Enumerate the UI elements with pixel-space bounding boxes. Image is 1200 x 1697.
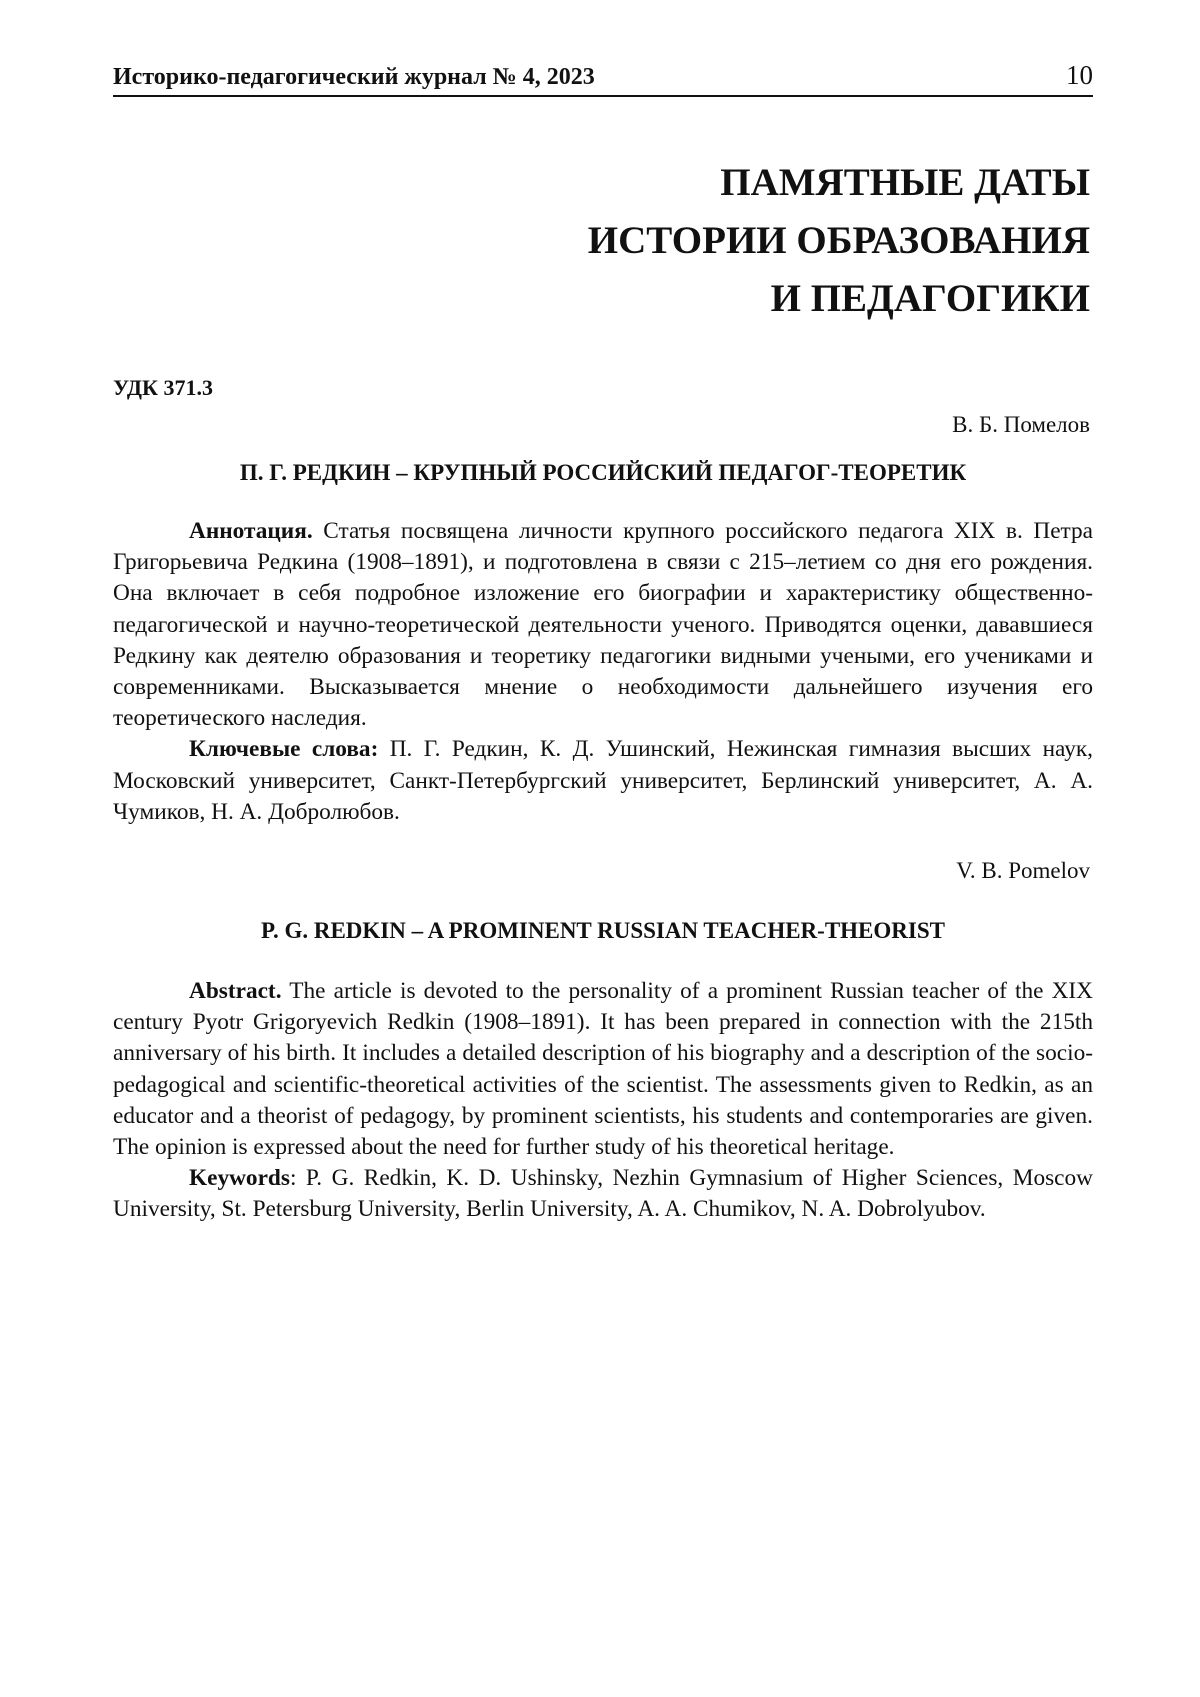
keywords-ru (113, 734, 1093, 828)
section-title (113, 154, 1093, 328)
abstract-label-ru: Аннотация. (189, 518, 313, 544)
page-number: 10 (1066, 60, 1093, 90)
abstract-text-ru: Статья посвящена личности крупного российского педагога XIX в. Петра Григорьевича Редкина (1908–1891), и подготовлена в связи с 215–летием со дня его рождения. Она включает в себя подробное изложение его биографии и характеристику общественно-педагогической и научно-теоретической деятельности ученого. Приводятся оценки, дававшиеся Редкину как деятелю образования и теоретику педагогики видными учеными, его учениками и современниками. Высказывается мнение о необходимости дальнейшего изучения его теоретического наследия. (113, 518, 1093, 732)
abstract-label-en: Abstract. (189, 978, 282, 1005)
section-title-line: ИСТОРИИ ОБРАЗОВАНИЯ (587, 219, 1090, 262)
author-ru: В. Б. Помелов (952, 412, 1090, 437)
article-title-en: P. G. REDKIN – A PROMINENT RUSSIAN TEACHER-THEORIST (261, 918, 945, 944)
udk-code: УДК 371.3 (113, 375, 214, 400)
abstract-en (113, 976, 1093, 1163)
keywords-text-en: : P. G. Redkin, K. D. Ushinsky, Nezhin Gymnasium of Higher Sciences, Moscow University, St. Petersburg University, Berlin University, A. A. Chumikov, N. A. Dobrolyubov. (113, 1165, 1093, 1223)
keywords-text-ru: П. Г. Редкин, К. Д. Ушинский, Нежинская гимназия высших наук, Московский университет, Санкт-Петербургский университет, Берлинский университет, А. А. Чумиков, Н. А. Добролюбов. (113, 736, 1093, 825)
journal-title: Историко-педагогический журнал № 4, 2023 (113, 64, 595, 90)
section-title-line: И ПЕДАГОГИКИ (770, 277, 1090, 320)
abstract-ru (113, 516, 1093, 734)
article-title-ru: П. Г. РЕДКИН – КРУПНЫЙ РОССИЙСКИЙ ПЕДАГОГ-ТЕОРЕТИК (239, 460, 967, 485)
abstract-text-en: The article is devoted to the personality of a prominent Russian teacher of the XIX century Pyotr Grigoryevich Redkin (1908–1891). It has been prepared in connection with the 215th anniversary of his birth. It includes a detailed description of his biography and a description of the socio-pedagogical and scientific-theoretical activities of the scientist. The assessments given to Redkin, as an educator and a theorist of pedagogy, by prominent scientists, his students and contemporaries are given. The opinion is expressed about the need for further study of his theoretical heritage. (113, 978, 1093, 1161)
keywords-label-en: Keywords (189, 1165, 290, 1192)
author-en: V. B. Pomelov (956, 858, 1090, 884)
keywords-label-ru: Ключевые слова: (189, 736, 379, 763)
section-title-line: ПАМЯТНЫЕ ДАТЫ (720, 161, 1090, 204)
journal-page (113, 60, 1093, 1226)
keywords-en (113, 1163, 1093, 1225)
running-header (113, 60, 1093, 97)
